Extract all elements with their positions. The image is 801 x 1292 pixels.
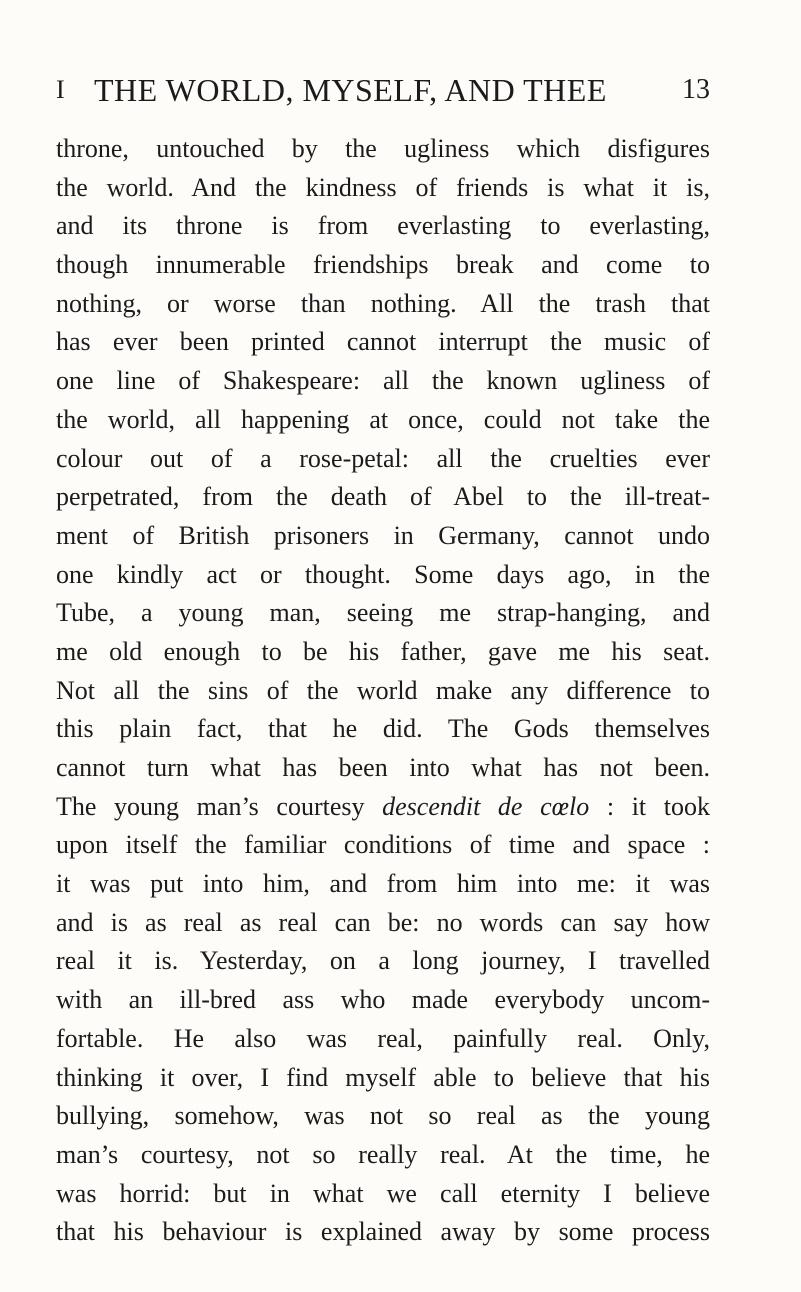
- text-line: one kindly act or thought. Some days ago, in the: [56, 559, 710, 589]
- text-line: and its throne is from everlasting to everlasting,: [56, 211, 710, 241]
- line-text-before: The young man’s courtesy: [56, 791, 383, 821]
- text-line: it was put into him, and from him into me: it was: [56, 869, 710, 899]
- running-head: [56, 72, 710, 108]
- text-line: perpetrated, from the death of Abel to the ill-treat-: [56, 482, 710, 512]
- text-line: this plain fact, that he did. The Gods themselves: [56, 714, 710, 744]
- section-number: I: [56, 75, 65, 104]
- text-line: colour out of a rose-petal: all the cruelties ever: [56, 443, 710, 473]
- text-line: cannot turn what has been into what has not been.: [56, 753, 710, 782]
- body-text: [56, 130, 710, 1252]
- page-number: 13: [682, 74, 710, 105]
- text-line: ment of British prisoners in Germany, cannot undo: [56, 520, 710, 550]
- text-line: though innumerable friendships break and come to: [56, 250, 710, 280]
- latin-phrase: descendit de cœlo: [382, 791, 590, 821]
- text-line: was horrid: but in what we call eternity I believe: [56, 1178, 710, 1208]
- text-line: [56, 788, 710, 827]
- text-line: man’s courtesy, not so really real. At the time, he: [56, 1139, 710, 1169]
- text-line: and is as real as real can be: no words can say how: [56, 907, 710, 937]
- text-line: throne, untouched by the ugliness which disfigures: [56, 134, 710, 163]
- text-line: fortable. He also was real, painfully real. Only,: [56, 1023, 710, 1053]
- text-line: with an ill-bred ass who made everybody uncom-: [56, 985, 710, 1015]
- text-line: bullying, somehow, was not so real as the young: [56, 1101, 710, 1131]
- text-line: Tube, a young man, seeing me strap-hanging, and: [56, 598, 710, 628]
- text-line: Not all the sins of the world make any difference to: [56, 675, 710, 705]
- line-text-after: : it took: [589, 791, 710, 821]
- text-line: the world, all happening at once, could not take the: [56, 404, 710, 434]
- text-line: the world. And the kindness of friends is what it is,: [56, 172, 710, 202]
- text-line: upon itself the familiar conditions of time and space :: [56, 830, 710, 860]
- text-line: real it is. Yesterday, on a long journey, I travelled: [56, 946, 710, 976]
- running-title: THE WORLD, MYSELF, AND THEE: [94, 72, 607, 108]
- text-line: me old enough to be his father, gave me his seat.: [56, 636, 710, 666]
- text-line: has ever been printed cannot interrupt the music of: [56, 327, 710, 357]
- text-line: thinking it over, I find myself able to believe that his: [56, 1062, 710, 1092]
- text-line: nothing, or worse than nothing. All the trash that: [56, 288, 710, 318]
- text-line: that his behaviour is explained away by some process: [56, 1217, 710, 1247]
- text-line: one line of Shakespeare: all the known ugliness of: [56, 366, 710, 396]
